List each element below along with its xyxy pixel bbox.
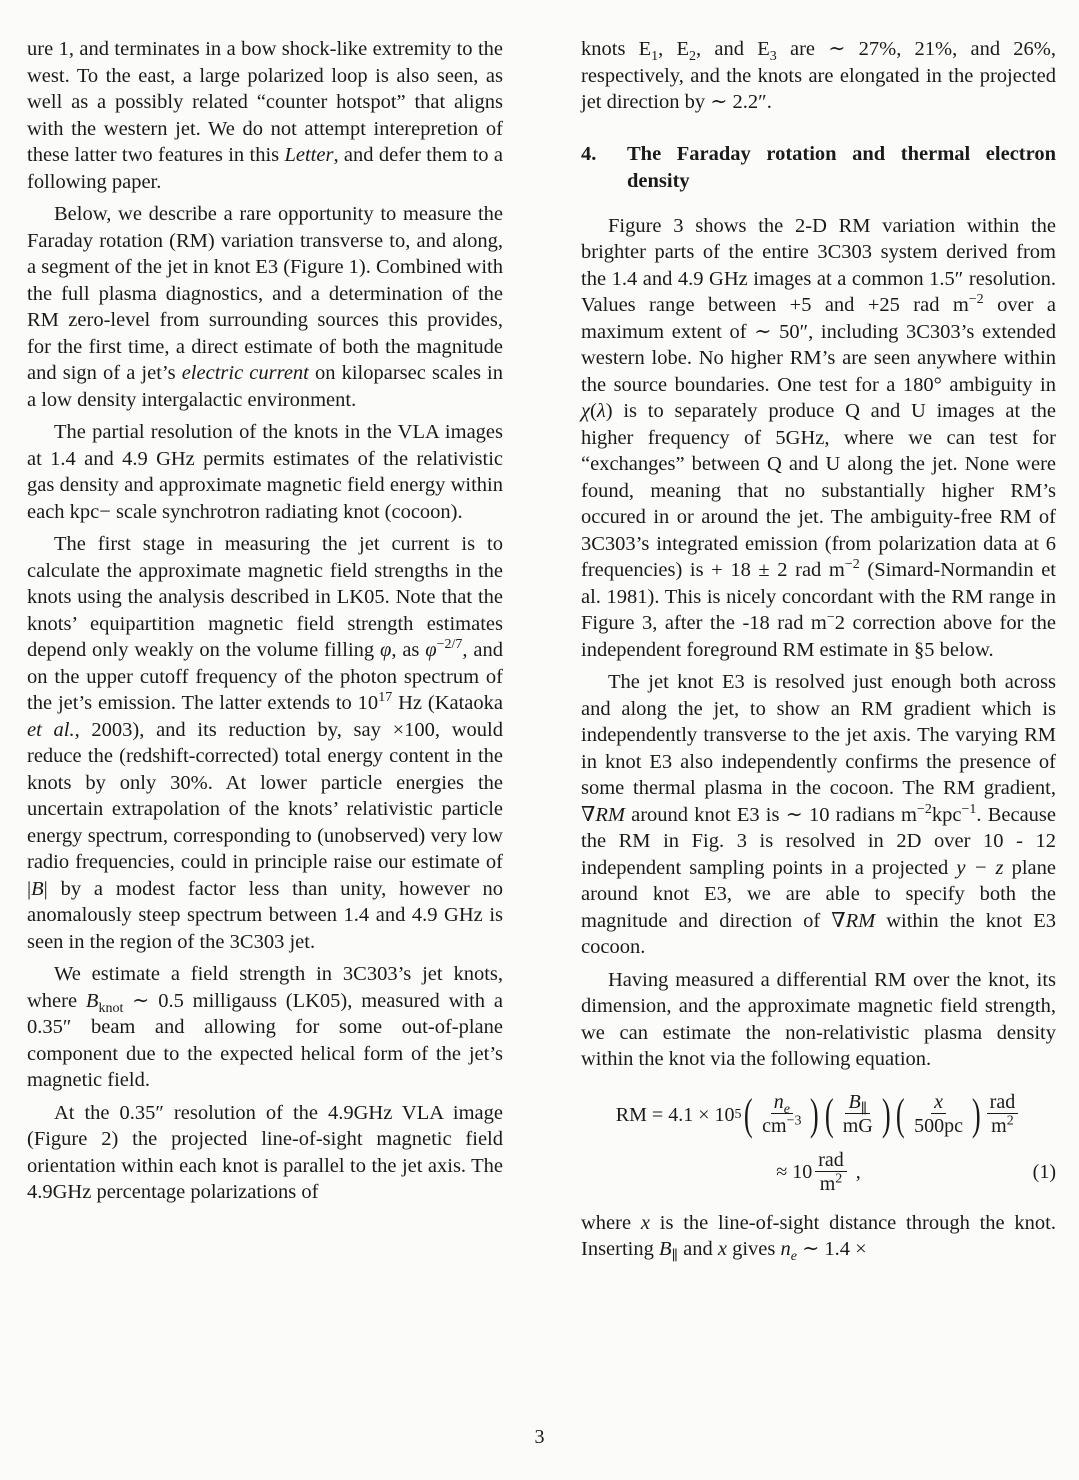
- right-column: [581, 36, 1056, 1269]
- paragraph: knots $E_1$, $E_2$, and $E_3$ are ∼ 27%, 21%, and 26%, respectively, and the knots are elongated in the projected jet direction by ∼ 2.2″.: [581, 38, 1056, 113]
- section-title: The Faraday rotation and thermal electron density: [627, 142, 1056, 192]
- equation-number: (1): [1032, 1161, 1056, 1183]
- fraction-units: $\frac{\text{rad}}{m^2}$: [815, 1149, 847, 1196]
- paragraph: where x is the line-of-sight distance through the knot. Inserting $B_\parallel$ and x gives $n_e$ ∼ 1.4 ×: [581, 1211, 1056, 1265]
- section-number: 4.: [581, 142, 597, 165]
- fraction-density: $\frac{n_e}{cm^{-3}}$: [762, 1091, 802, 1137]
- left-column: [27, 36, 503, 1212]
- paragraph: Figure 3 shows the 2-D RM variation within the brighter parts of the entire 3C303 system derived from the 1.4 and 4.9 GHz images at a common 1.5″ resolution. Values range between +5 and +25 rad $m^{-2}$ over a maximum extent of ∼ 50″, including 3C303’s extended western lobe. No higher RM’s are seen anywhere within the source boundaries. One test for a 180° ambiguity in χ(λ) is to separately produce Q and U images at the higher frequency of 5GHz, where we can test for “exchanges” between Q and U along the jet. None were found, meaning that no substantially higher RM’s occured in or around the jet. The ambiguity-free RM of 3C303’s integrated emission (from polarization data at 6 frequencies) is + 18 ± 2 rad $m^{-2}$ (Simard-Normandin et al. 1981). This is nicely concordant with the RM range in Figure 3, after the -18 rad m−2 correction above for the independent foreground RM estimate in §5 below.: [581, 214, 1057, 661]
- paragraph: Having measured a differential RM over the knot, its dimension, and the approximate magnetic field strength, we can estimate the non-relativistic plasma density within the knot via the following equation.: [581, 968, 1056, 1070]
- equation-1: RM = 4.1 × 10 5 ( $\frac{n_e}{cm^{-3}}$ ) ( $\frac{B_\parallel}{mG}$ ) ( $\frac{x}{500pc}$ ) $\frac{\text{rad}}{m^2}$: [581, 1091, 1056, 1139]
- fraction-units: $\frac{\text{rad}}{m^2}$: [987, 1091, 1019, 1138]
- fraction-distance: $\frac{x}{500pc}$: [914, 1091, 963, 1137]
- paragraph: The jet knot E3 is resolved just enough both across and along the jet, to show an RM gradient which is independently transverse to the jet axis. The varying RM in knot E3 also independently confirms the presence of some thermal plasma in the cocoon. The RM gradient, ∇RM around knot E3 is ∼ 10 radians $m^{-2}kpc^{-1}$. Because the RM in Fig. 3 is resolved in 2D over 10 - 12 independent sampling points in a projected y − z plane around knot E3, we are able to specify both the magnitude and direction of ∇RM within the knot E3 cocoon.: [581, 671, 1057, 958]
- paragraph: The first stage in measuring the jet current is to calculate the approximate magnetic field strengths in the knots using the analysis described in LK05. Note that the knots’ equipartition magnetic field strength estimates depend only weakly on the volume filling φ, as $\varphi^{-2/7}$, and on the upper cutoff frequency of the photon spectrum of the jet’s emission. The latter extends to $10^{17}$ Hz (Kataoka et al., 2003), and its reduction by, say ×100, would reduce the (redshift-corrected) total energy content in the knots by only 30%. At lower particle energies the uncertain extrapolation of the knots’ relativistic particle energy spectrum, corresponding to (unobserved) very low radio frequencies, could in principle raise our estimate of |B| by a modest factor less than unity, however no anomalously steep spectrum between 1.4 and 4.9 GHz is seen in the region of the 3C303 jet.: [27, 533, 504, 953]
- fraction-field: $\frac{B_\parallel}{mG}$: [842, 1091, 873, 1137]
- paragraph: The partial resolution of the knots in the VLA images at 1.4 and 4.9 GHz permits estimates of the relativistic gas density and approximate magnetic field energy within each kpc− scale synchrotron radiating knot (cocoon).: [27, 421, 503, 523]
- equation-1-line-2: ≈ 10 $\frac{\text{rad}}{m^2}$ , (1): [776, 1148, 1056, 1195]
- section-heading: [581, 141, 1056, 195]
- page-number: 3: [534, 1426, 545, 1448]
- paragraph: ure 1, and terminates in a bow shock-like extremity to the west. To the east, a large polarized loop is also seen, as well as a possibly related “counter hotspot” that aligns with the western jet. We do not attempt interepretion of these latter two features in this Letter, and defer them to a following paper.: [27, 38, 504, 193]
- paragraph: Below, we describe a rare opportunity to measure the Faraday rotation (RM) variation transverse to, and along, a segment of the jet in knot E3 (Figure 1). Combined with the full plasma diagnostics, and a determination of the RM zero-level from surrounding sources this provides, for the first time, a direct estimate of both the magnitude and sign of a jet’s electric current on kiloparsec scales in a low density intergalactic environment.: [27, 203, 503, 411]
- paragraph: We estimate a field strength in 3C303’s jet knots, where $B_{knot}$ ∼ 0.5 milligauss (LK05), measured with a 0.35″ beam and allowing for some out-of-plane component due to the expected helical form of the jet’s magnetic field.: [27, 963, 503, 1091]
- paragraph: At the 0.35″ resolution of the 4.9GHz VLA image (Figure 2) the projected line-of-sight magnetic field orientation within each knot is parallel to the jet axis. The 4.9GHz percentage polarizations of: [27, 1101, 503, 1203]
